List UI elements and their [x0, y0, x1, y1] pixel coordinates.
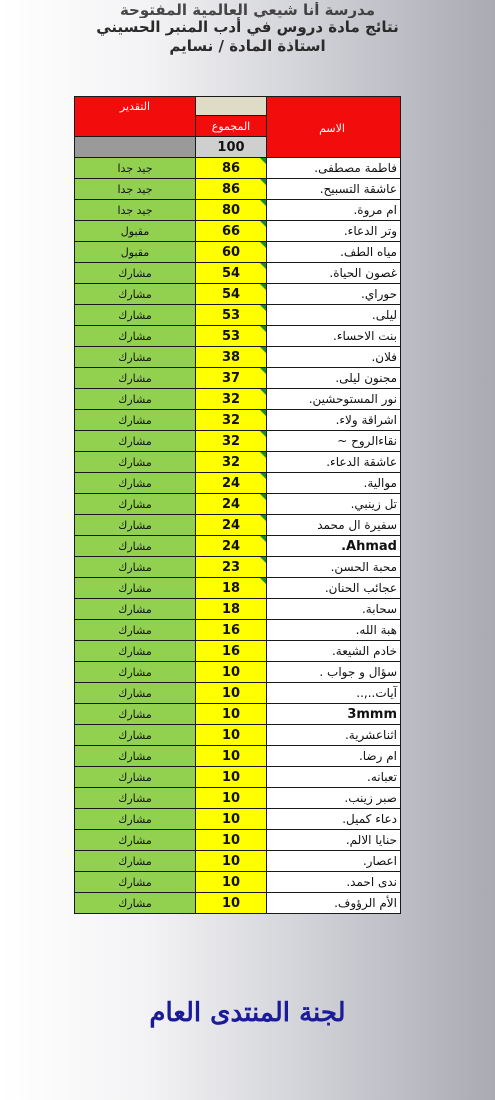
name-cell: سؤال و جواب . — [267, 662, 401, 683]
grade-cell: مشارك — [75, 326, 196, 347]
name-cell: عجائب الحنان. — [267, 578, 401, 599]
total-cell: 10 — [196, 767, 267, 788]
name-cell: غصون الحياة. — [267, 263, 401, 284]
name-cell: سفيرة ال محمد — [267, 515, 401, 536]
grade-cell: مشارك — [75, 851, 196, 872]
name-cell: بنت الاحساء. — [267, 326, 401, 347]
total-cell: 60 — [196, 242, 267, 263]
grade-cell: مشارك — [75, 578, 196, 599]
total-cell: 37 — [196, 368, 267, 389]
table-row — [75, 179, 401, 200]
header-name: الاسم — [267, 97, 401, 158]
table-row — [75, 158, 401, 179]
total-cell: 24 — [196, 494, 267, 515]
header-total: المجموع — [196, 116, 267, 137]
grade-cell: مشارك — [75, 767, 196, 788]
total-cell: 23 — [196, 557, 267, 578]
total-cell: 10 — [196, 725, 267, 746]
total-cell: 10 — [196, 662, 267, 683]
grade-cell: مشارك — [75, 431, 196, 452]
name-cell: حوراي. — [267, 284, 401, 305]
grade-cell: مشارك — [75, 683, 196, 704]
max-score: 100 — [196, 137, 267, 158]
grade-cell: جيد جدا — [75, 158, 196, 179]
name-cell: نقاءالروح ~ — [267, 431, 401, 452]
table-row — [75, 830, 401, 851]
name-cell: صبر زينب. — [267, 788, 401, 809]
table-row — [75, 305, 401, 326]
name-cell: خادم الشيعة. — [267, 641, 401, 662]
grade-cell: مشارك — [75, 263, 196, 284]
name-cell: سحابة. — [267, 599, 401, 620]
total-cell: 10 — [196, 746, 267, 767]
grade-cell: مشارك — [75, 662, 196, 683]
table-row — [75, 557, 401, 578]
total-cell: 10 — [196, 830, 267, 851]
total-cell: 10 — [196, 704, 267, 725]
table-row — [75, 788, 401, 809]
grade-cell: مشارك — [75, 305, 196, 326]
name-cell: اشراقة ولاء. — [267, 410, 401, 431]
total-cell: 54 — [196, 263, 267, 284]
table-row — [75, 242, 401, 263]
results-table — [74, 96, 401, 914]
table-row — [75, 620, 401, 641]
total-cell: 66 — [196, 221, 267, 242]
name-cell: ندى احمد. — [267, 872, 401, 893]
table-row — [75, 221, 401, 242]
name-cell: ام مروة. — [267, 200, 401, 221]
grade-cell: مشارك — [75, 557, 196, 578]
table-row — [75, 473, 401, 494]
table-row — [75, 683, 401, 704]
grade-cell: مشارك — [75, 284, 196, 305]
grade-cell: جيد جدا — [75, 179, 196, 200]
teacher-title: استاذة المادة / نسايم — [169, 37, 326, 55]
grade-cell: مشارك — [75, 536, 196, 557]
grade-cell: مشارك — [75, 473, 196, 494]
table-row — [75, 368, 401, 389]
name-cell: نور المستوحشين. — [267, 389, 401, 410]
table-row — [75, 347, 401, 368]
total-cell: 18 — [196, 578, 267, 599]
grade-cell: جيد جدا — [75, 200, 196, 221]
total-cell: 10 — [196, 893, 267, 914]
grade-cell: مقبول — [75, 221, 196, 242]
total-cell: 10 — [196, 809, 267, 830]
table-row — [75, 452, 401, 473]
grade-cell: مشارك — [75, 830, 196, 851]
total-cell: 53 — [196, 305, 267, 326]
school-title: مدرسة أنا شيعي العالمية المفتوحة — [119, 2, 376, 18]
total-cell: 38 — [196, 347, 267, 368]
table-row — [75, 851, 401, 872]
name-cell: تعبانه. — [267, 767, 401, 788]
table-row — [75, 326, 401, 347]
header-blank-cell — [196, 97, 267, 116]
table-row — [75, 263, 401, 284]
total-cell: 24 — [196, 536, 267, 557]
page-header — [0, 2, 495, 56]
footer-committee: لجنة المنتدى العام — [149, 998, 346, 1028]
table-row — [75, 767, 401, 788]
table-row — [75, 200, 401, 221]
total-cell: 86 — [196, 158, 267, 179]
total-cell: 80 — [196, 200, 267, 221]
table-row — [75, 809, 401, 830]
table-row — [75, 494, 401, 515]
total-cell: 10 — [196, 872, 267, 893]
grade-cell: مشارك — [75, 410, 196, 431]
total-cell: 32 — [196, 431, 267, 452]
name-cell: تل زينبي. — [267, 494, 401, 515]
grade-cell: مشارك — [75, 347, 196, 368]
grade-cell: مقبول — [75, 242, 196, 263]
table-row — [75, 704, 401, 725]
table-row — [75, 389, 401, 410]
results-title: نتائج مادة دروس في أدب المنبر الحسيني — [96, 18, 399, 36]
grade-cell: مشارك — [75, 725, 196, 746]
table-row — [75, 725, 401, 746]
table-row — [75, 410, 401, 431]
table-row — [75, 284, 401, 305]
grade-cell: مشارك — [75, 368, 196, 389]
grade-cell: مشارك — [75, 452, 196, 473]
table-row — [75, 893, 401, 914]
grade-cell: مشارك — [75, 389, 196, 410]
grade-cell: مشارك — [75, 809, 196, 830]
name-cell: هبة الله. — [267, 620, 401, 641]
total-cell: 32 — [196, 452, 267, 473]
name-cell: اعصار. — [267, 851, 401, 872]
name-cell: محبة الحسن. — [267, 557, 401, 578]
name-cell: Ahmad. — [267, 536, 401, 557]
name-cell: فلان. — [267, 347, 401, 368]
header-grade: التقدير — [75, 97, 196, 137]
total-cell: 53 — [196, 326, 267, 347]
grade-cell: مشارك — [75, 872, 196, 893]
name-cell: وتر الدعاء. — [267, 221, 401, 242]
grade-cell: مشارك — [75, 494, 196, 515]
total-cell: 10 — [196, 788, 267, 809]
name-cell: 3mmm — [267, 704, 401, 725]
total-cell: 18 — [196, 599, 267, 620]
grade-cell: مشارك — [75, 515, 196, 536]
name-cell: مياه الطف. — [267, 242, 401, 263]
grade-cell: مشارك — [75, 641, 196, 662]
total-cell: 32 — [196, 410, 267, 431]
name-cell: آيات..,.. — [267, 683, 401, 704]
table-row — [75, 746, 401, 767]
name-cell: مجنون ليلى. — [267, 368, 401, 389]
grade-cell: مشارك — [75, 599, 196, 620]
table-row — [75, 515, 401, 536]
table-row — [75, 662, 401, 683]
grade-cell: مشارك — [75, 704, 196, 725]
grade-cell: مشارك — [75, 620, 196, 641]
total-cell: 32 — [196, 389, 267, 410]
name-cell: موالية. — [267, 473, 401, 494]
name-cell: عاشقة الدعاء. — [267, 452, 401, 473]
grade-cell: مشارك — [75, 746, 196, 767]
total-cell: 16 — [196, 620, 267, 641]
name-cell: دعاء كميل. — [267, 809, 401, 830]
header-gray-cell — [75, 137, 196, 158]
total-cell: 86 — [196, 179, 267, 200]
name-cell: عاشقة التسبيح. — [267, 179, 401, 200]
table-row — [75, 431, 401, 452]
table-row — [75, 641, 401, 662]
name-cell: الأم الرؤوف. — [267, 893, 401, 914]
total-cell: 54 — [196, 284, 267, 305]
total-cell: 24 — [196, 473, 267, 494]
name-cell: اثناعشرية. — [267, 725, 401, 746]
table-row — [75, 578, 401, 599]
total-cell: 10 — [196, 683, 267, 704]
name-cell: فاطمة مصطفى. — [267, 158, 401, 179]
name-cell: ام رضا. — [267, 746, 401, 767]
total-cell: 16 — [196, 641, 267, 662]
total-cell: 24 — [196, 515, 267, 536]
grade-cell: مشارك — [75, 893, 196, 914]
grade-cell: مشارك — [75, 788, 196, 809]
table-row — [75, 536, 401, 557]
table-row — [75, 599, 401, 620]
name-cell: ليلى. — [267, 305, 401, 326]
table-row — [75, 872, 401, 893]
total-cell: 10 — [196, 851, 267, 872]
name-cell: حنايا الالم. — [267, 830, 401, 851]
